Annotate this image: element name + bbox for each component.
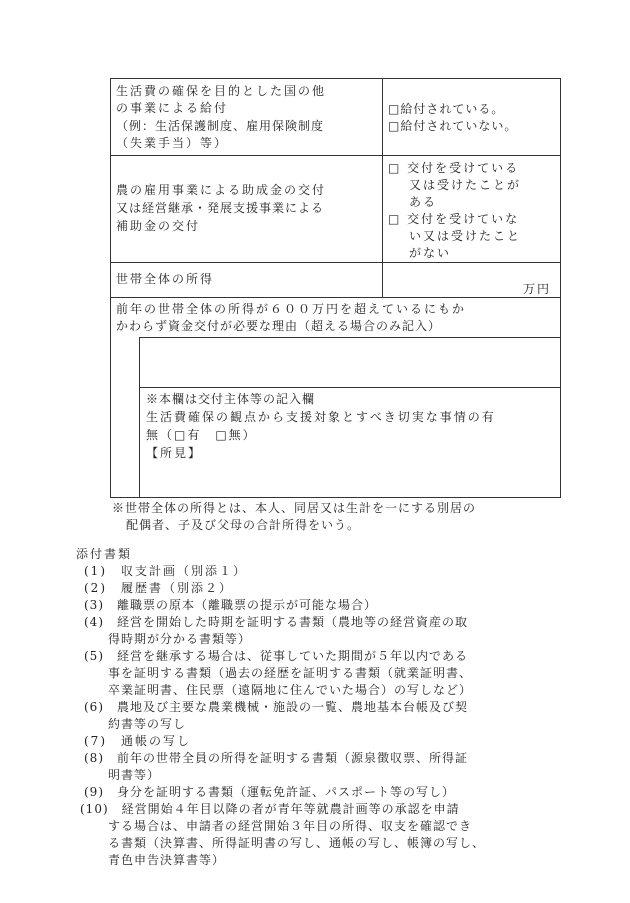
income-reason-line-2: かわらず資金交付が必要な理由（超える場合のみ記入）	[116, 319, 442, 333]
subsidy-received-line-3: ある	[409, 195, 438, 209]
other-benefits-label-line-4: （失業手当）等）	[116, 136, 229, 150]
reason-box-divider	[139, 387, 561, 388]
subsidy-received-checkbox[interactable]: □ 交付を受けている	[388, 161, 520, 175]
subsidies-label-line-1: 農の雇用事業による助成金の交付	[116, 183, 327, 197]
official-use-line-2: 生活費確保の観点から支援対象とすべき切実な事情の有	[146, 410, 496, 424]
official-use-heading: ※本欄は交付主体等の記入欄	[146, 392, 316, 406]
table-bottom-border	[110, 497, 561, 498]
attachment-item-8-line-2: 明書等）	[108, 768, 161, 782]
household-income-label: 世帯全体の所得	[116, 272, 215, 286]
income-reason-line-1: 前年の世帯全体の所得が６００万円を超えているにもか	[116, 302, 467, 316]
attachment-item-8-line-1: (8) 前年の世帯全員の所得を証明する書類（源泉徴収票、所得証	[84, 751, 469, 765]
footnote-line-1: ※世帯全体の所得とは、本人、同居又は生計を一にする別居の	[112, 501, 477, 515]
reason-box-top	[139, 337, 561, 338]
attachment-item-4-line-1: (4) 経営を開始した時期を証明する書類（農地等の経営資産の取	[84, 615, 469, 629]
row-separator-1	[110, 155, 561, 156]
attachment-item-7: (7) 通帳の写し	[84, 734, 191, 748]
attachment-item-1: (1) 収支計画（別添１）	[84, 564, 247, 578]
attachment-item-6-line-1: (6) 農地及び主要な農業機械・施設の一覧、農地基本台帳及び契	[84, 700, 469, 714]
official-use-findings: 【所見】	[146, 446, 203, 460]
benefits-not-received-checkbox[interactable]: □給付されていない。	[388, 119, 518, 133]
attachment-item-10-line-2: する場合は、申請者の経営開始３年目の所得、収支を確認でき	[108, 819, 473, 833]
attachment-item-10-line-3: る書類（決算書、所得証明書の写し、通帳の写し、帳簿の写し、	[108, 836, 486, 850]
table-top-border	[110, 78, 561, 79]
subsidy-not-received-line-2: い又は受けたこと	[409, 229, 522, 243]
attachment-item-6-line-2: 約書等の写し	[108, 717, 187, 731]
attachment-item-9: (9) 身分を証明する書類（運転免許証、パスポート等の写し）	[84, 785, 456, 799]
attachment-item-10-line-4: 青色申告決算書等）	[108, 853, 226, 867]
subsidies-label-line-3: 補助金の交付	[116, 219, 201, 233]
attachment-item-10-line-1: (10) 経営開始４年目以降の者が青年等就農計画等の承認を申請	[80, 802, 460, 816]
other-benefits-label-line-1: 生活費の確保を目的とした国の他	[116, 84, 327, 98]
household-income-unit: 万円	[523, 282, 552, 296]
attachment-item-4-line-2: 得時期が分かる書類等）	[108, 632, 252, 646]
row-separator-3	[110, 297, 561, 298]
official-use-line-3: 無（□有 □無）	[146, 428, 257, 442]
attachment-item-2: (2) 履歴書（別添２）	[84, 581, 233, 595]
attachment-item-5-line-1: (5) 経営を継承する場合は、従事していた期間が５年以内である	[84, 649, 469, 663]
subsidies-label-line-2: 又は経営継承・発展支援事業による	[116, 201, 325, 215]
subsidy-received-line-2: 又は受けたことが	[409, 178, 522, 192]
table-left-border	[110, 78, 111, 498]
income-reason-field[interactable]	[141, 339, 559, 386]
subsidy-not-received-line-3: がない	[409, 246, 452, 260]
column-divider	[382, 78, 383, 297]
attachment-item-5-line-2: 事を証明する書類（過去の経歴を証明する書類（就業証明書、	[108, 666, 473, 680]
attachment-item-3: (3) 離職票の原本（離職票の提示が可能な場合）	[84, 598, 377, 612]
row-separator-2	[110, 262, 561, 263]
other-benefits-label-line-2: の事業による給付	[116, 101, 229, 115]
footnote-line-2: 配偶者、子及び父母の合計所得をいう。	[126, 518, 361, 532]
attachment-item-5-line-3: 卒業証明書、住民票（遠隔地に住んでいた場合）の写しなど）	[108, 683, 473, 697]
subsidy-not-received-checkbox[interactable]: □ 交付を受けていな	[388, 212, 520, 226]
attachments-heading: 添付書類	[76, 547, 133, 561]
reason-box-left	[139, 337, 140, 498]
table-right-border	[560, 78, 561, 498]
other-benefits-label-line-3: （例：生活保護制度、雇用保険制度	[116, 119, 325, 133]
benefits-received-checkbox[interactable]: □給付されている。	[388, 102, 505, 116]
